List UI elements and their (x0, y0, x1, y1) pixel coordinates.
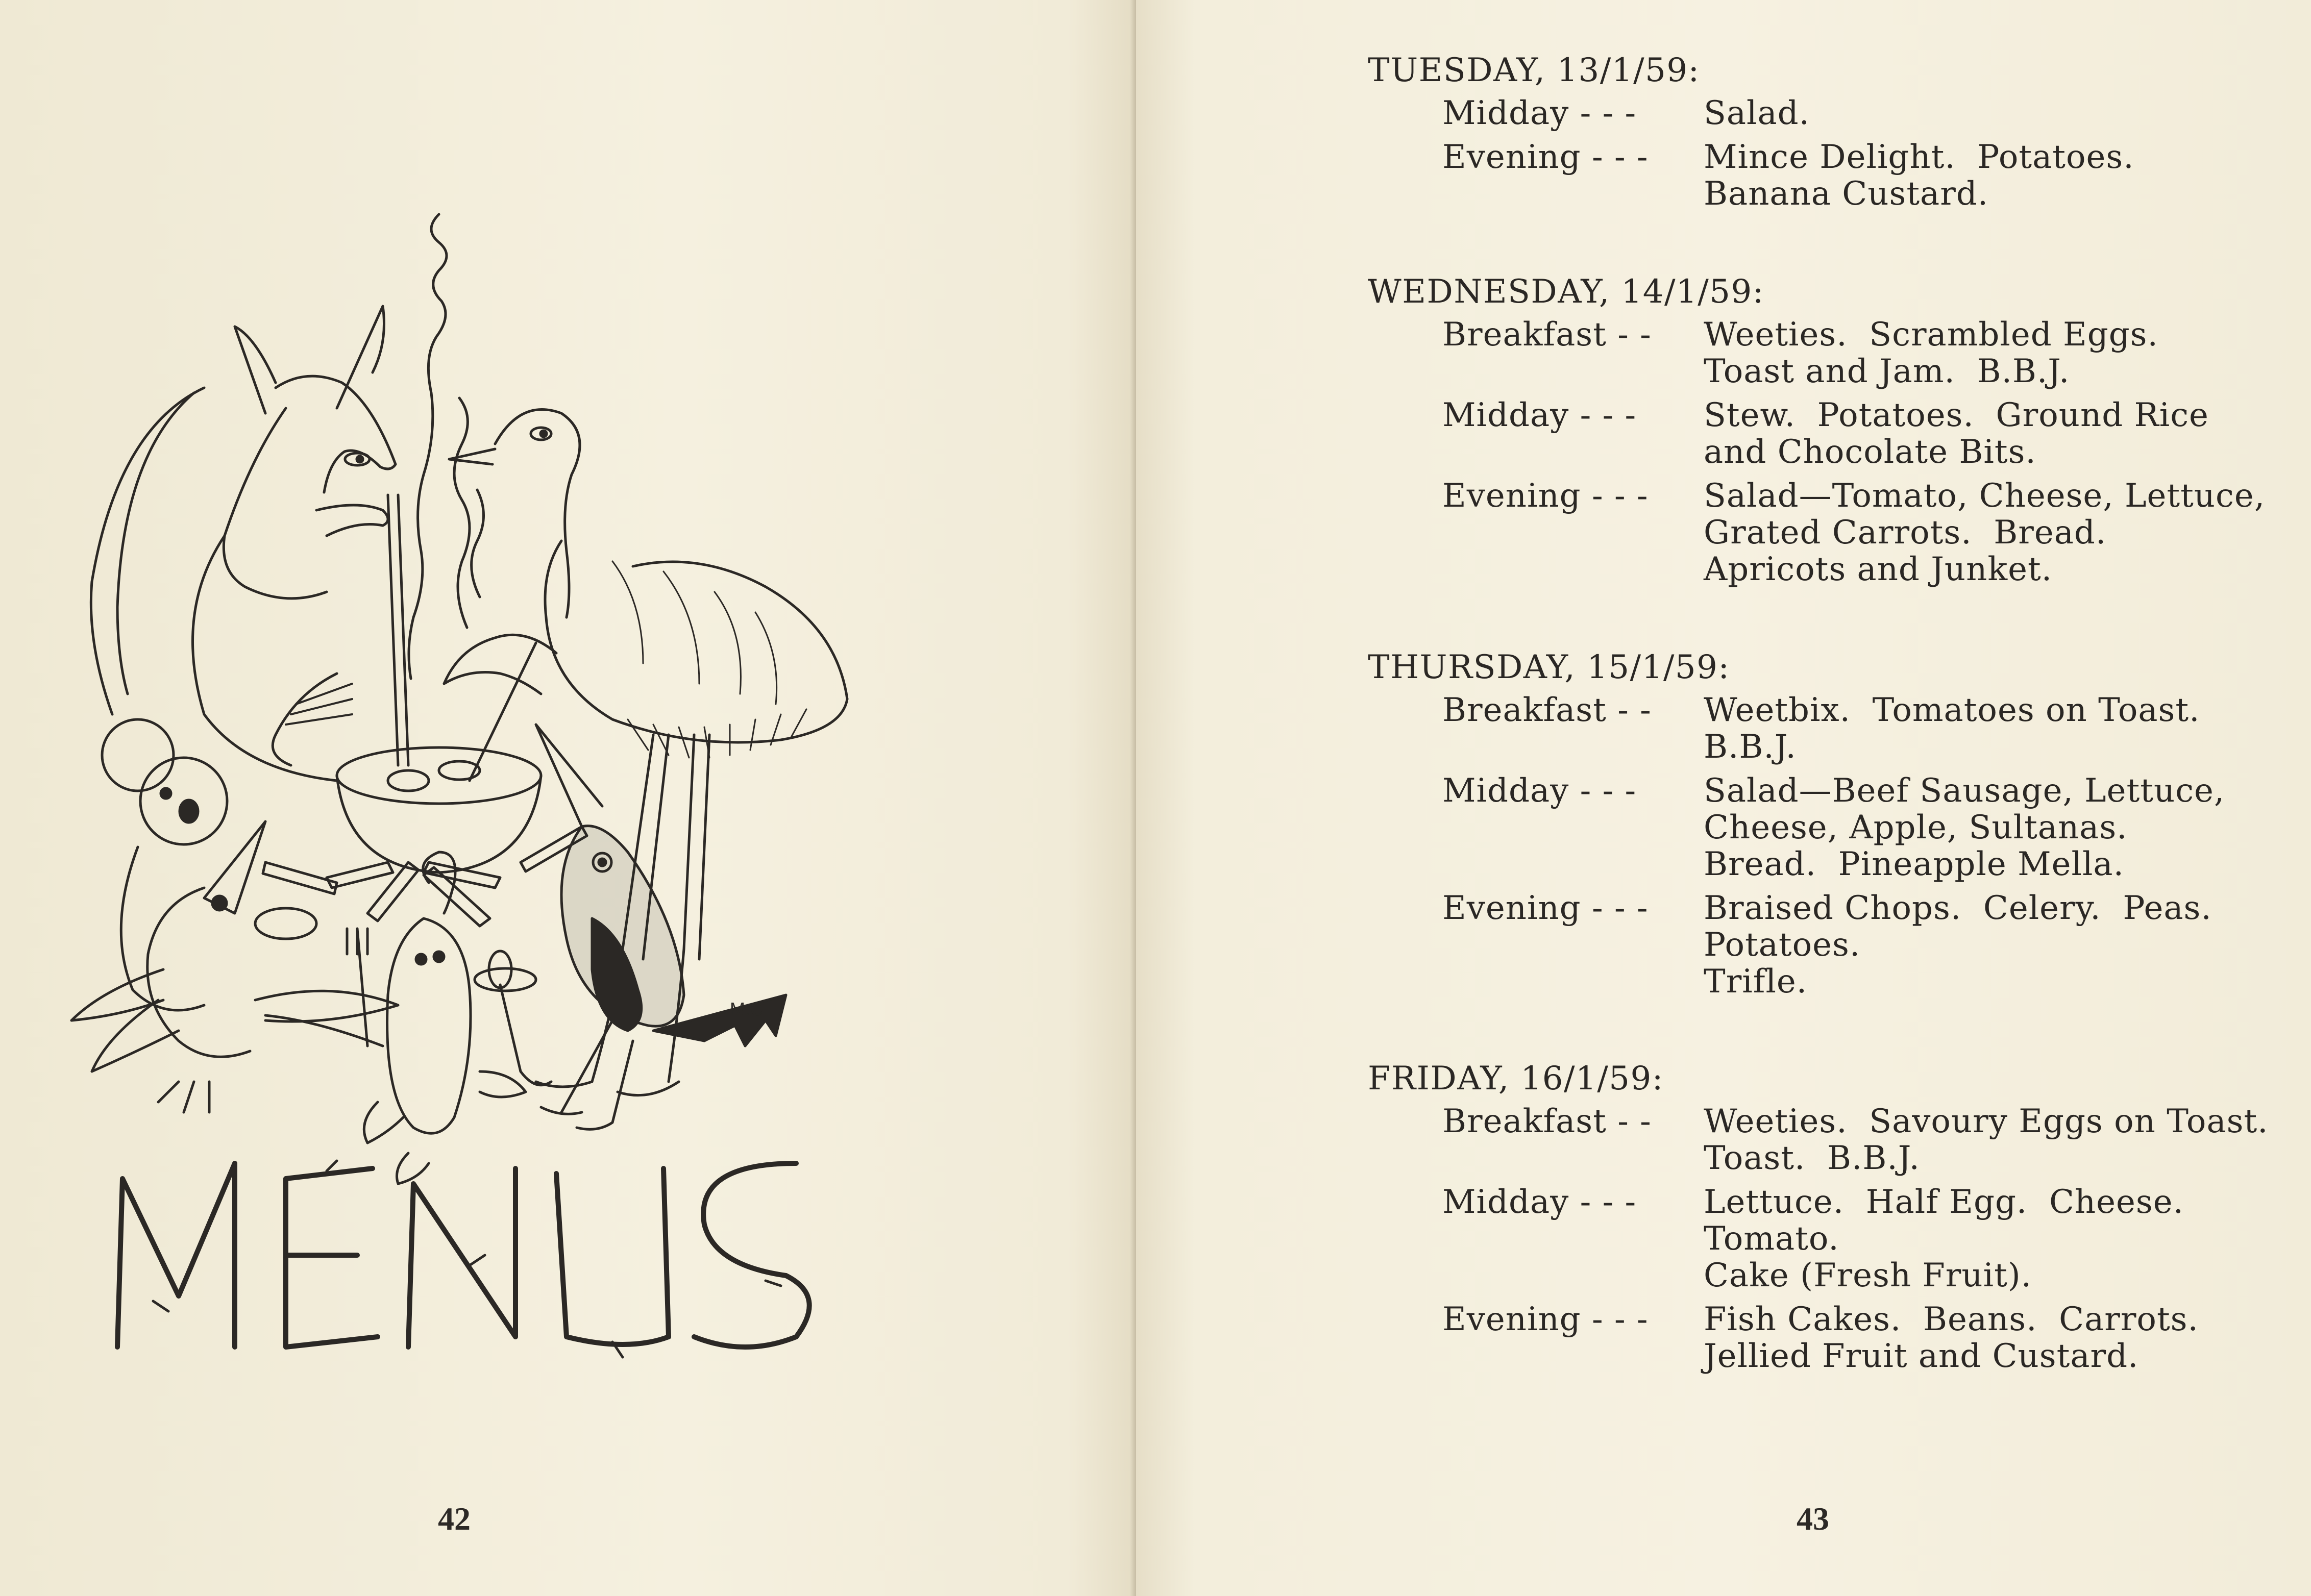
menu-line: Braised Chops. Celery. Peas. (1704, 889, 2212, 927)
menu-line: Weeties. Savoury Eggs on Toast. (1704, 1103, 2269, 1140)
page-number-right: 43 (1797, 1501, 1829, 1537)
menu-line: Banana Custard. (1704, 175, 1989, 213)
menu-line: Cheese, Apple, Sultanas. (1704, 809, 2128, 846)
meal-entry (1442, 1103, 2287, 1177)
day-heading: TUESDAY, 13/1/59: (1368, 52, 1700, 89)
menu-line: Toast. B.B.J. (1704, 1139, 1920, 1177)
menus-lettering-text: MENUS (51, 204, 54, 205)
meal-entry (1442, 1184, 2287, 1294)
day-section (1368, 646, 2287, 1000)
day-section (1368, 49, 2287, 212)
meal-entry (1442, 478, 2287, 588)
artist-initials: M.C (730, 999, 764, 1019)
meal-entry (1442, 316, 2287, 390)
meal-label: Midday - - - (1442, 94, 1637, 132)
menu-line: Potatoes. (1704, 926, 1861, 964)
menu-line: Grated Carrots. Bread. (1704, 514, 2107, 552)
meal-entry (1442, 890, 2287, 1000)
day-heading: WEDNESDAY, 14/1/59: (1368, 273, 1764, 311)
meal-label: Evening - - - (1442, 138, 1649, 176)
menu-line: Weetbix. Tomatoes on Toast. (1704, 691, 2200, 729)
menu-line: and Chocolate Bits. (1704, 433, 2036, 471)
meal-entry (1442, 95, 2287, 132)
menu-line: Salad—Beef Sausage, Lettuce, (1704, 772, 2225, 810)
meal-entry (1442, 397, 2287, 470)
steam-curl (472, 490, 484, 597)
menu-line: Trifle. (1704, 963, 1808, 1001)
koala-drawing (102, 719, 227, 1010)
meal-label: Midday - - - (1442, 772, 1637, 810)
day-section (1368, 270, 2287, 588)
left-page (0, 0, 1136, 1596)
menu-line: Salad. (1704, 94, 1810, 132)
menu-line: Weeties. Scrambled Eggs. (1704, 316, 2158, 354)
kangaroo-drawing (91, 306, 396, 781)
menu-line: Bread. Pineapple Mella. (1704, 845, 2124, 883)
meal-label: Midday - - - (1442, 396, 1637, 434)
kookaburra-drawing (71, 821, 398, 1112)
meal-label: Evening - - - (1442, 477, 1649, 515)
menus-twig-lettering (117, 1161, 809, 1357)
cooking-pot-drawing (337, 747, 541, 872)
steam-curl (409, 214, 447, 679)
menu-line: Tomato. (1704, 1220, 1839, 1258)
menu-line: Lettuce. Half Egg. Cheese. (1704, 1183, 2184, 1221)
day-heading: FRIDAY, 16/1/59: (1368, 1060, 1664, 1098)
animals-cooking-illustration (51, 204, 893, 1378)
menu-line: Stew. Potatoes. Ground Rice (1704, 396, 2209, 434)
menu-line: Fish Cakes. Beans. Carrots. (1704, 1301, 2199, 1338)
meal-label: Breakfast - - (1442, 691, 1652, 729)
steam-curl (454, 398, 470, 628)
menu-line: Jellied Fruit and Custard. (1704, 1337, 2139, 1375)
menu-line: Apricots and Junket. (1704, 551, 2053, 588)
menu-line: Salad—Tomato, Cheese, Lettuce, (1704, 477, 2266, 515)
meal-entry (1442, 139, 2287, 212)
menu-line: B.B.J. (1704, 728, 1797, 766)
menu-line: Mince Delight. Potatoes. (1704, 138, 2134, 176)
meal-label: Breakfast - - (1442, 1103, 1652, 1140)
right-page (1136, 0, 2311, 1596)
menu-line: Toast and Jam. B.B.J. (1704, 353, 2070, 390)
day-section (1368, 1057, 2287, 1375)
meal-entry (1442, 692, 2287, 765)
menu-line: Cake (Fresh Fruit). (1704, 1257, 2032, 1294)
meal-label: Midday - - - (1442, 1183, 1637, 1221)
meal-label: Evening - - - (1442, 1301, 1649, 1338)
day-heading: THURSDAY, 15/1/59: (1368, 649, 1730, 686)
meal-label: Evening - - - (1442, 889, 1649, 927)
meal-label: Breakfast - - (1442, 316, 1652, 354)
meal-entry (1442, 772, 2287, 883)
page-number-left: 42 (438, 1501, 471, 1537)
meal-entry (1442, 1301, 2287, 1375)
